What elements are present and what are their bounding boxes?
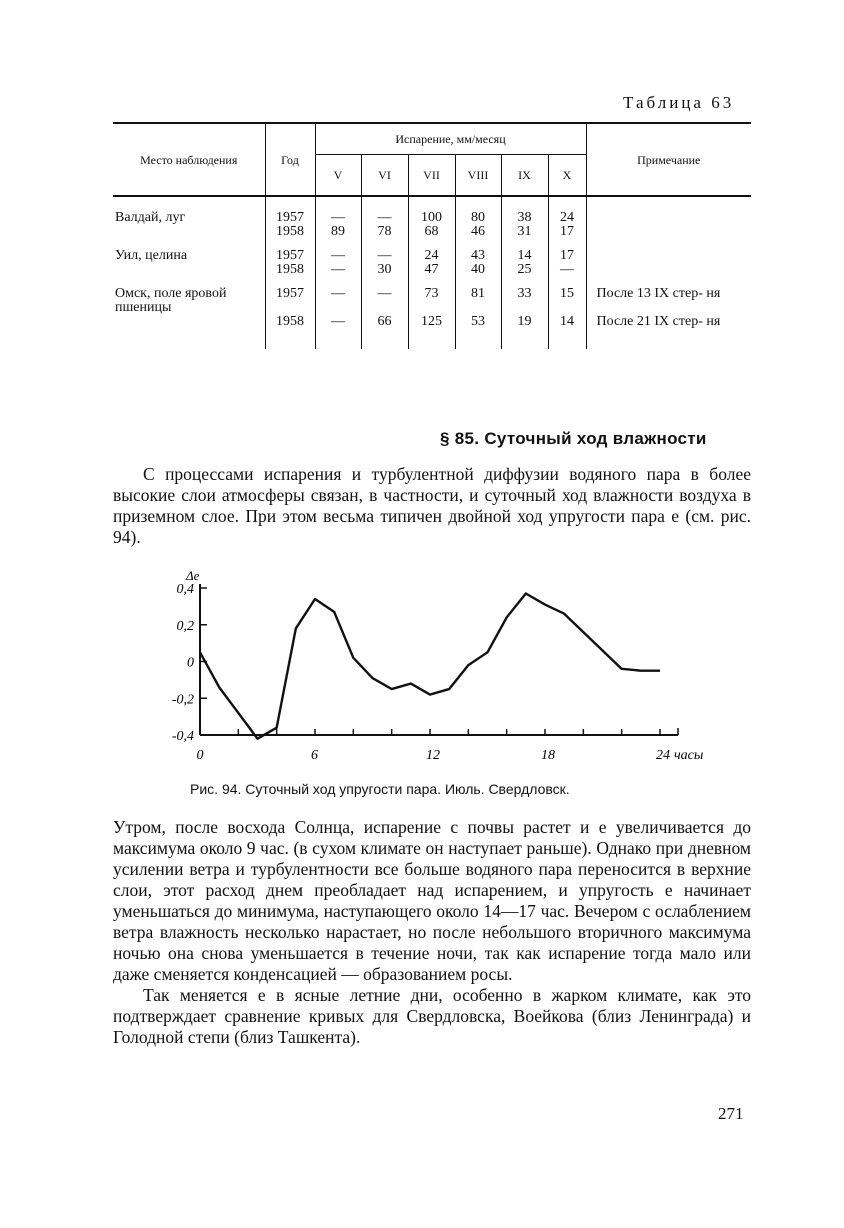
value-cell: 78 [361, 225, 408, 241]
value-cell: 24 [548, 196, 586, 225]
value-cell: — [315, 315, 361, 331]
value-cell: 17 [548, 225, 586, 241]
place-line: Валдай, луг [115, 210, 186, 225]
value-cell: 40 [455, 263, 501, 279]
col-month-header: V [315, 155, 361, 197]
place-line: пшеницы [115, 300, 172, 315]
place-line: Уил, целина [115, 248, 188, 263]
value-cell: — [361, 279, 408, 315]
col-month-header: VI [361, 155, 408, 197]
year-cell: 1958 [265, 315, 315, 331]
col-evaporation-header: Испарение, мм/месяц [315, 123, 586, 155]
y-axis-label: Δe [186, 568, 200, 583]
value-cell: 14 [501, 241, 548, 263]
x-axis-label: часы [674, 748, 704, 763]
x-tick-label: 6 [311, 748, 318, 763]
place-cell [113, 315, 265, 331]
place-cell [113, 263, 265, 279]
x-tick-label: 0 [196, 748, 204, 763]
value-cell: 43 [455, 241, 501, 263]
place-cell [113, 225, 265, 241]
value-cell: 17 [548, 241, 586, 263]
place-cell [113, 196, 265, 225]
value-cell: 19 [501, 315, 548, 331]
value-cell: 15 [548, 279, 586, 315]
x-tick-label: 18 [541, 748, 555, 763]
year-cell: 1958 [265, 263, 315, 279]
figure-caption: Рис. 94. Суточный ход упругости пара. Июль. Свердловск. [190, 781, 570, 797]
table-caption: Таблица 63 [623, 93, 735, 112]
year-cell: 1957 [265, 279, 315, 315]
value-cell: 73 [408, 279, 455, 315]
value-cell: 81 [455, 279, 501, 315]
value-cell: — [548, 263, 586, 279]
value-cell: 125 [408, 315, 455, 331]
y-tick-label: 0,2 [176, 618, 194, 634]
x-tick-label: 12 [426, 748, 440, 763]
humidity-chart [150, 560, 710, 770]
note-cell [586, 241, 751, 263]
value-cell: 46 [455, 225, 501, 241]
value-cell: 38 [501, 196, 548, 225]
value-cell: 66 [361, 315, 408, 331]
intro-paragraph [113, 464, 751, 548]
value-cell: 68 [408, 225, 455, 241]
y-tick-label: 0,4 [176, 582, 194, 597]
note-cell [586, 196, 751, 225]
col-month-header: X [548, 155, 586, 197]
table-spacer [113, 331, 751, 349]
col-month-header: IX [501, 155, 548, 197]
value-cell: 30 [361, 263, 408, 279]
value-cell: — [315, 196, 361, 225]
y-tick-label: -0,2 [171, 692, 194, 708]
value-cell: 33 [501, 279, 548, 315]
table-row [113, 279, 751, 315]
value-cell: — [361, 241, 408, 263]
table-row [113, 225, 751, 241]
note-cell [586, 225, 751, 241]
col-place-header: Место наблюдения [140, 152, 238, 167]
body-text [113, 817, 751, 1048]
note-cell [586, 263, 751, 279]
body-paragraph-2: Так меняется e в ясные летние дни, особенно в жарком климате, как это подтверждает сравнение кривых для Свердловска, Воейкова (близ Ленинграда) и Голодной степи (близ Ташкента). [113, 985, 751, 1047]
intro-text: С процессами испарения и турбулентной диффузии водяного пара в более высокие слои атмосферы связан, в частности, и суточный ход влажности воздуха в приземном слое. При этом весьма типичен двойной ход упругости пара e (см. рис. 94). [113, 464, 751, 547]
y-tick-label: -0,4 [171, 729, 194, 744]
table-row [113, 263, 751, 279]
humidity-series-line [200, 594, 660, 739]
year-cell: 1957 [265, 196, 315, 225]
col-month-header: VIII [455, 155, 501, 197]
value-cell: 53 [455, 315, 501, 331]
year-cell: 1958 [265, 225, 315, 241]
col-month-header: VII [408, 155, 455, 197]
place-cell [113, 279, 265, 315]
value-cell: 25 [501, 263, 548, 279]
value-cell: 14 [548, 315, 586, 331]
x-tick-label: 24 [656, 748, 670, 763]
value-cell: — [315, 279, 361, 315]
y-tick-label: 0 [187, 655, 194, 671]
page-number: 271 [718, 1104, 744, 1123]
value-cell: 100 [408, 196, 455, 225]
place-cell [113, 241, 265, 263]
col-year-header: Год [265, 123, 315, 196]
year-cell: 1957 [265, 241, 315, 263]
table-row [113, 315, 751, 331]
value-cell: 47 [408, 263, 455, 279]
value-cell: — [361, 196, 408, 225]
value-cell: — [315, 263, 361, 279]
col-note-header: Примечание [586, 123, 751, 196]
section-title: § 85. Суточный ход влажности [440, 429, 707, 448]
value-cell: 80 [455, 196, 501, 225]
value-cell: 89 [315, 225, 361, 241]
value-cell: 31 [501, 225, 548, 241]
evaporation-table [113, 122, 751, 349]
note-cell: После 21 IX стер- ня [586, 315, 751, 331]
body-paragraph-1: Утром, после восхода Солнца, испарение с почвы растет и e увеличивается до максимума около 9 час. (в сухом климате он наступает раньше). Однако при дневном усилении ветра и турбулентности все больше водяного пара переносится в верхние слои, этот расход днем преобладает над испарением, и упругость e начинает уменьшаться до минимума, наступающего около 14—17 час. Вечером с ослаблением ветра влажность несколько нарастает, но после небольшого вторичного максимума ночью она снова уменьшается в течение ночи, так как испарение тогда мало или даже сменяется конденсацией — образованием росы. [113, 817, 751, 984]
table-row [113, 196, 751, 225]
place-line: Омск, поле яровой [115, 286, 227, 301]
value-cell: 24 [408, 241, 455, 263]
note-cell: После 13 IX стер- ня [586, 279, 751, 315]
value-cell: — [315, 241, 361, 263]
table-row [113, 241, 751, 263]
